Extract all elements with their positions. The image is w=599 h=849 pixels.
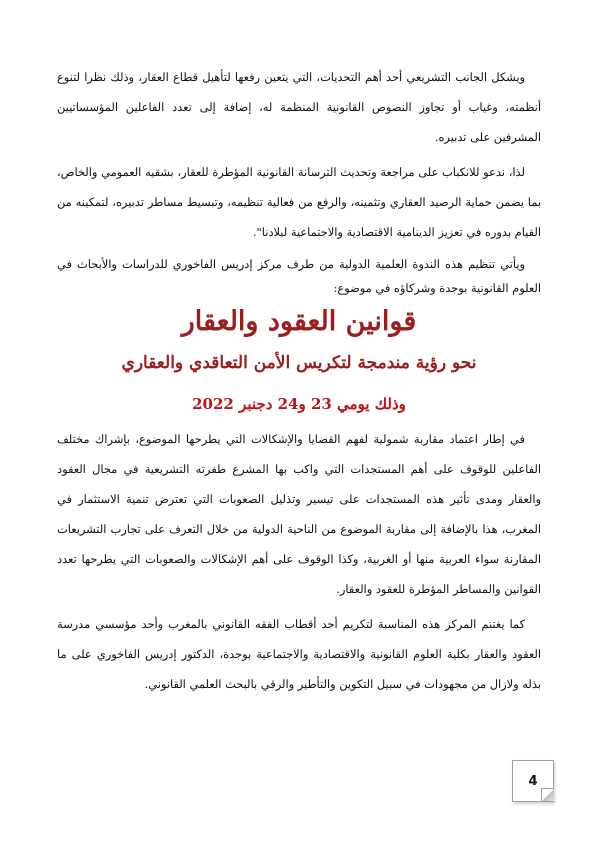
paragraph-organizer: ويأتي تنظيم هذه الندوة العلمية الدولية من طرف مركز إدريس الفاخوري للدراسات والأبحاث في العلوم القانونية بوجدة وشركاؤه في موضوع: [57, 257, 541, 295]
event-title: قوانين العقود والعقار [181, 306, 417, 337]
page-number: 4 [512, 760, 554, 802]
event-subtitle: نحو رؤية مندمجة لتكريس الأمن التعاقدي والعقاري [121, 353, 477, 373]
paragraph-legislative-challenges: ويشكل الجانب التشريعي أحد أهم التحديات، التي يتعين رفعها لتأهيل قطاع العقار، وذلك نظرا لتنوع أنظمته، وغياب أو تجاوز النصوص القانونية المنظمة له، إضافة إلى تعدد الفاعلين المؤسساتيين المشرفين على تدبيره. [57, 70, 541, 144]
page-curl-decoration [541, 788, 554, 801]
page-body [57, 62, 541, 704]
paragraph-approach: في إطار اعتماد مقاربة شمولية لفهم القضايا والإشكالات التي يطرحها الموضوع، بإشراك مختلف الفاعلين للوقوف على أهم المستجدات التي واكب بها المشرع طفرته التشريعية في مجال العقود والعقار ومدى تأثير هذه المستجدات على تيسير وتذليل الصعوبات التي تعترض تنمية الاستثمار في المغرب، هذا بالإضافة إلى مقاربة الموضوع من الناحية الدولية من خلال التعرف على تجارب التشريعات المقارنة سواء العربية منها أو الغربية، وكذا الوقوف على أهم الإشكالات والصعوبات التي يطرحها تعدد القوانين والمساطر المؤطرة للعقود والعقار. [57, 432, 541, 596]
event-date: وذلك يومي 23 و24 دجنبر 2022 [192, 395, 406, 413]
paragraph-honoring: كما يغتنم المركز هذه المناسبة لتكريم أحد أقطاب الفقه القانوني بالمغرب وأحد مؤسسي مدرسة العقود والعقار بكلية العلوم القانونية والاقتصادية والاجتماعية بوجدة، الدكتور إدريس الفاخوري على ما بذله ولازال من مجهودات في سبيل التكوين والتأطير والرقي بالبحث العلمي القانوني. [57, 617, 541, 691]
event-title-block [57, 304, 541, 416]
paragraph-call-for-review: لذا، ندعو للانكباب على مراجعة وتحديث الترسانة القانونية المؤطرة للعقار، بشقيه العمومي والخاص، بما يضمن حماية الرصيد العقاري وتثمينه، والرفع من فعالية تنظيمه، وتبسيط مساطر تدبيره، لتمكينه من القيام بدوره في تعزيز الدينامية الاقتصادية والاجتماعية لبلادنا". [57, 165, 541, 239]
